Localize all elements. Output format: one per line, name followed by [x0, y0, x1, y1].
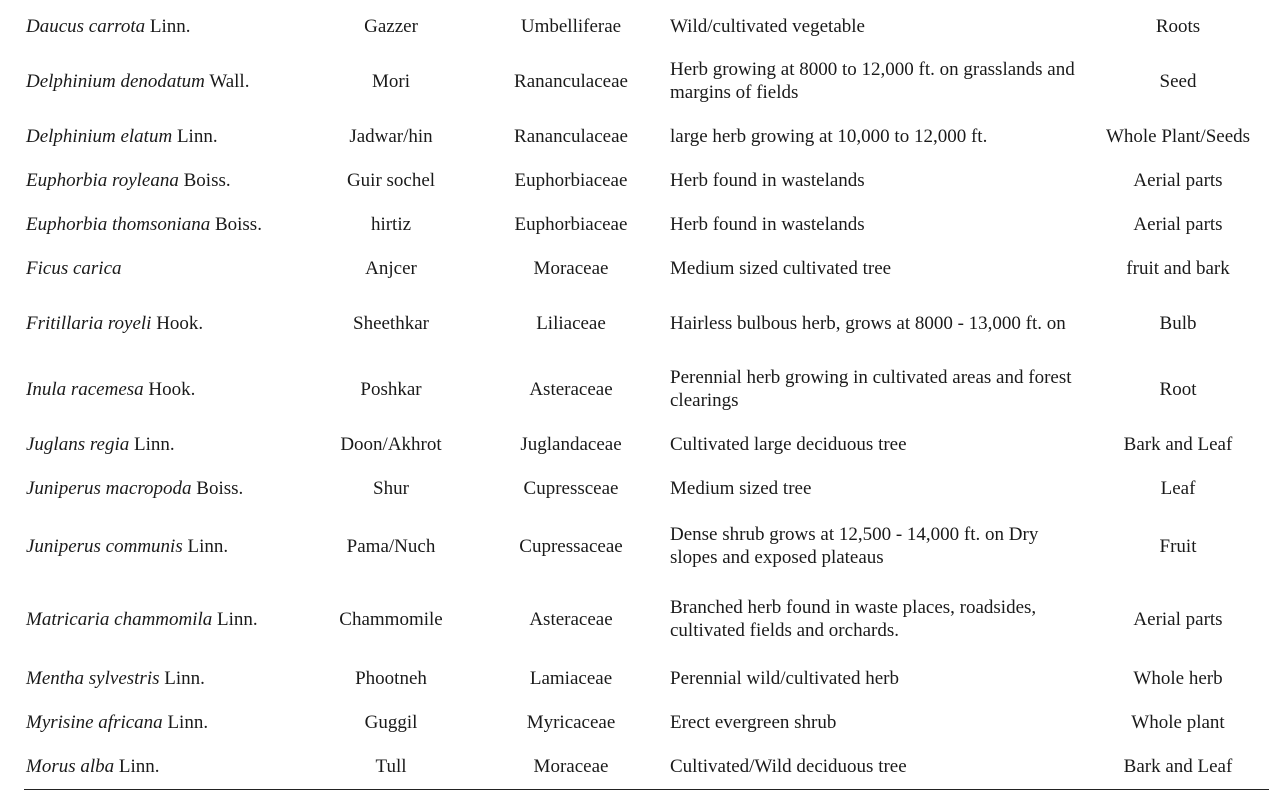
- family-name: Liliaceae: [536, 312, 606, 334]
- species-authority: Boiss.: [210, 213, 262, 235]
- species-name: [26, 422, 326, 466]
- habit-description: Medium sized tree: [670, 477, 812, 499]
- family-name: Umbelliferae: [520, 15, 622, 37]
- species-authority: Linn.: [145, 15, 191, 37]
- table-row: [0, 158, 1283, 202]
- part-used: Leaf: [1160, 477, 1196, 499]
- species-name: [26, 4, 326, 48]
- table-row: [0, 590, 1283, 648]
- species-binomial: Fritillaria royeli: [26, 312, 152, 334]
- table-row: [0, 516, 1283, 576]
- family-name: Cupressceae: [523, 477, 619, 499]
- species-authority: Hook.: [151, 312, 204, 334]
- species-authority: Linn.: [114, 755, 160, 777]
- family-name: Asteraceae: [529, 608, 613, 630]
- table-row: [0, 296, 1283, 350]
- table-row: [0, 744, 1283, 788]
- habit-description: Cultivated large deciduous tree: [670, 433, 907, 455]
- species-authority: Linn.: [162, 711, 209, 733]
- part-used: Bark and Leaf: [1123, 433, 1233, 455]
- species-authority: Boiss.: [178, 169, 231, 191]
- local-name: Shur: [373, 477, 409, 499]
- local-name: Guir sochel: [346, 169, 436, 191]
- species-binomial: Daucus carrota: [26, 15, 146, 37]
- table-row: [0, 114, 1283, 158]
- part-used: Fruit: [1159, 535, 1197, 557]
- family-name: Rananculaceae: [514, 125, 628, 147]
- species-binomial: Ficus carica: [26, 257, 122, 279]
- species-name: [26, 158, 326, 202]
- family-name: Euphorbiaceae: [514, 169, 628, 191]
- species-authority: Linn.: [159, 667, 205, 689]
- part-used: Root: [1159, 378, 1197, 400]
- species-name: [26, 516, 326, 576]
- table-row: [0, 656, 1283, 700]
- local-name: Jadwar/hin: [349, 125, 433, 147]
- species-name: [26, 466, 326, 510]
- species-binomial: Myrisine africana: [26, 711, 163, 733]
- species-name: [26, 360, 326, 418]
- species-binomial: Juglans regia: [26, 433, 130, 455]
- species-binomial: Morus alba: [26, 755, 115, 777]
- habit-description: Hairless bulbous herb, grows at 8000 - 13,000 ft. on: [670, 312, 1066, 334]
- table-row: [0, 56, 1283, 106]
- species-authority: Boiss.: [191, 477, 244, 499]
- species-authority: Linn.: [182, 535, 229, 557]
- part-used: Whole Plant/Seeds: [1105, 125, 1251, 147]
- habit-description: Perennial wild/cultivated herb: [670, 667, 899, 689]
- part-used: Aerial parts: [1133, 608, 1223, 630]
- table-row: [0, 700, 1283, 744]
- species-authority: Linn.: [212, 608, 258, 630]
- species-binomial: Mentha sylvestris: [26, 667, 160, 689]
- part-used: Aerial parts: [1133, 213, 1223, 235]
- family-name: Moraceae: [533, 257, 609, 279]
- local-name: Poshkar: [360, 378, 422, 400]
- species-binomial: Inula racemesa: [26, 378, 144, 400]
- table-row: [0, 466, 1283, 510]
- table-row: [0, 202, 1283, 246]
- table-row: [0, 360, 1283, 418]
- species-name: [26, 114, 326, 158]
- species-binomial: Juniperus communis: [26, 535, 183, 557]
- local-name: Sheethkar: [353, 312, 429, 334]
- habit-description: Erect evergreen shrub: [670, 711, 837, 733]
- family-name: Moraceae: [533, 755, 609, 777]
- species-authority: Linn.: [172, 125, 218, 147]
- family-name: Juglandaceae: [520, 433, 622, 455]
- habit-description: large herb growing at 10,000 to 12,000 ft.: [670, 125, 988, 147]
- species-binomial: Delphinium denodatum: [26, 70, 205, 92]
- habit-description: Cultivated/Wild deciduous tree: [670, 755, 907, 777]
- habit-description: Medium sized cultivated tree: [670, 257, 892, 279]
- part-used: Whole herb: [1133, 667, 1223, 689]
- part-used: Bark and Leaf: [1123, 755, 1233, 777]
- species-name: [26, 590, 326, 648]
- species-binomial: Juniperus macropoda: [26, 477, 192, 499]
- part-used: fruit and bark: [1126, 257, 1230, 279]
- family-name: Asteraceae: [529, 378, 613, 400]
- family-name: Lamiaceae: [529, 667, 613, 689]
- species-name: [26, 700, 326, 744]
- local-name: Mori: [372, 70, 410, 92]
- local-name: Guggil: [364, 711, 418, 733]
- species-binomial: Euphorbia thomsoniana: [26, 213, 211, 235]
- part-used: Whole plant: [1131, 711, 1225, 733]
- habit-description: Herb found in wastelands: [670, 213, 865, 235]
- local-name: hirtiz: [370, 213, 412, 235]
- local-name: Phootneh: [355, 667, 427, 689]
- local-name: Doon/Akhrot: [340, 433, 442, 455]
- habit-description: Branched herb found in waste places, roadsides, cultivated fields and orchards.: [670, 597, 1037, 641]
- species-name: [26, 656, 326, 700]
- local-name: Gazzer: [364, 15, 418, 37]
- species-name: [26, 202, 326, 246]
- habit-description: Perennial herb growing in cultivated areas and forest clearings: [670, 367, 1072, 411]
- species-name: [26, 56, 326, 106]
- family-name: Cupressaceae: [519, 535, 623, 557]
- species-binomial: Euphorbia royleana: [26, 169, 179, 191]
- family-name: Rananculaceae: [514, 70, 628, 92]
- local-name: Anjcer: [365, 257, 417, 279]
- family-name: Euphorbiaceae: [514, 213, 628, 235]
- species-name: [26, 296, 326, 350]
- habit-description: Herb growing at 8000 to 12,000 ft. on grasslands and margins of fields: [670, 59, 1075, 103]
- species-authority: Wall.: [204, 70, 250, 92]
- table-bottom-rule: [24, 789, 1269, 790]
- habit-description: Wild/cultivated vegetable: [670, 15, 865, 37]
- table-row: [0, 422, 1283, 466]
- part-used: Aerial parts: [1133, 169, 1223, 191]
- species-binomial: Delphinium elatum: [26, 125, 173, 147]
- local-name: Tull: [375, 755, 407, 777]
- species-binomial: Matricaria chammomila: [26, 608, 213, 630]
- table-row: [0, 4, 1283, 48]
- part-used: Bulb: [1159, 312, 1197, 334]
- habit-description: Dense shrub grows at 12,500 - 14,000 ft. on Dry slopes and exposed plateaus: [670, 524, 1039, 568]
- species-name: [26, 744, 326, 788]
- part-used: Roots: [1155, 15, 1201, 37]
- habit-description: Herb found in wastelands: [670, 169, 865, 191]
- table-row: [0, 246, 1283, 290]
- species-authority: Hook.: [143, 378, 196, 400]
- part-used: Seed: [1159, 70, 1197, 92]
- local-name: Pama/Nuch: [346, 535, 436, 557]
- local-name: Chammomile: [339, 608, 443, 630]
- family-name: Myricaceae: [526, 711, 616, 733]
- species-name: [26, 246, 326, 290]
- species-authority: Linn.: [129, 433, 175, 455]
